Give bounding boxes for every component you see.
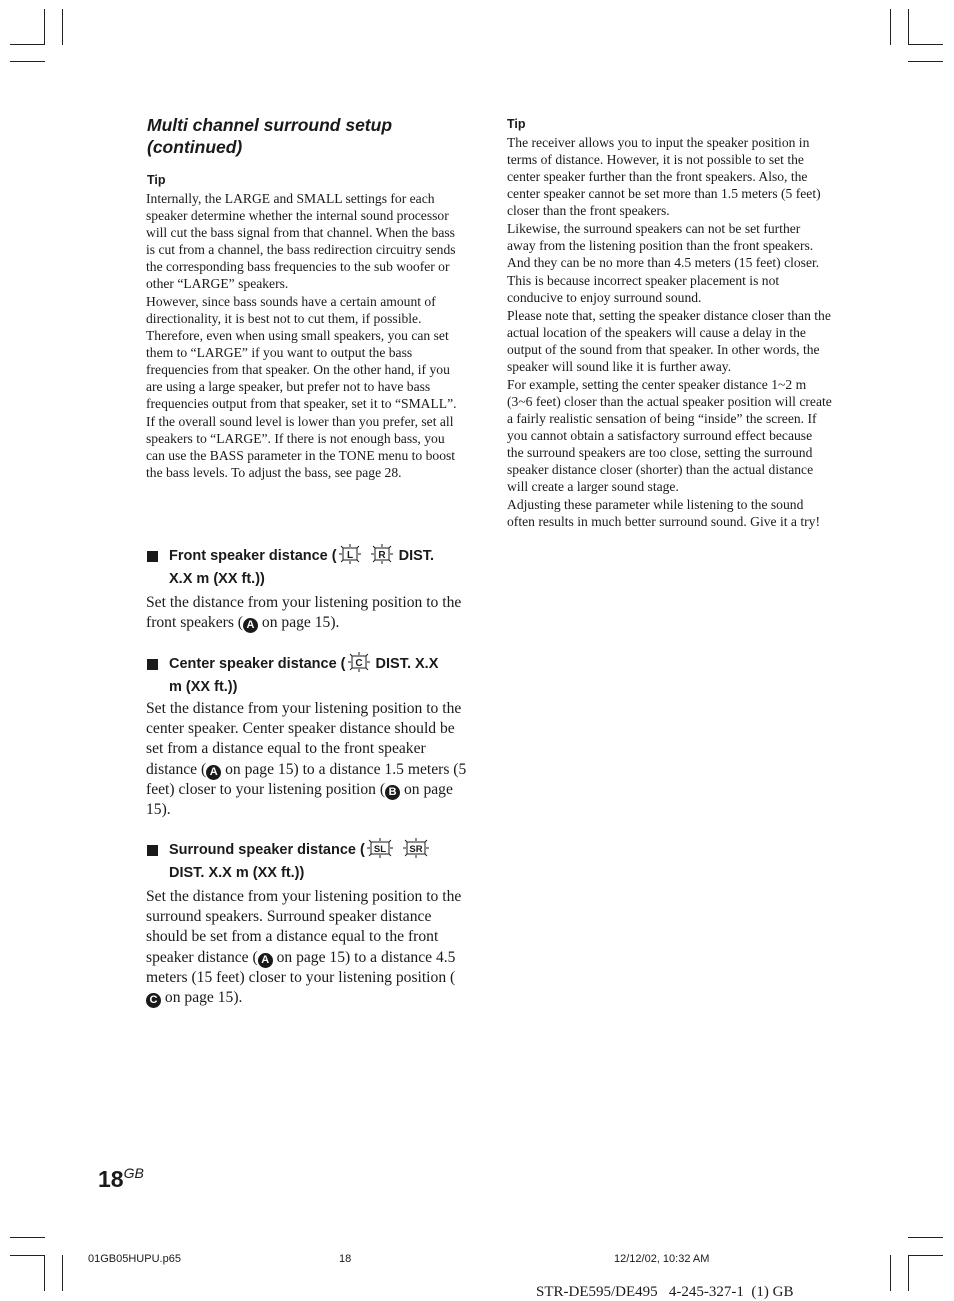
surround-body-text: on page 15). bbox=[161, 989, 243, 1007]
crop-mark bbox=[908, 1237, 943, 1238]
ref-a-icon: A bbox=[206, 765, 221, 780]
crop-mark bbox=[908, 44, 943, 45]
surround-heading-value: DIST. X.X m (XX ft.)) bbox=[169, 865, 305, 881]
right-tip-paragraph: This is because incorrect speaker placement is not conducive to enjoy surround sound. bbox=[507, 273, 780, 305]
front-body-text: Set the distance from your listening position to the front speakers ( bbox=[146, 594, 462, 632]
front-heading-text: Front speaker distance ( bbox=[169, 548, 337, 564]
surround-distance-heading bbox=[146, 839, 476, 885]
ref-a-icon: A bbox=[258, 953, 273, 968]
left-tip-body bbox=[146, 190, 466, 482]
page-number bbox=[98, 1165, 144, 1193]
speaker-c-icon bbox=[348, 652, 370, 672]
speaker-sr-label: SR bbox=[409, 844, 423, 856]
speaker-l-icon-svg bbox=[339, 544, 361, 564]
left-tip-paragraph: If the overall sound level is lower than you prefer, set all speakers to “LARGE”. If there is not enough bass, you can use the BASS parameter in the TONE menu to boost the bass levels. To adjust the bass, see page 28. bbox=[146, 414, 456, 480]
crop-mark bbox=[10, 1255, 45, 1256]
center-heading-dist: DIST. X.X bbox=[375, 656, 439, 672]
right-tip-paragraph: Adjusting these parameter while listening to the sound often results in much better surround sound. Give it a try! bbox=[507, 497, 820, 529]
crop-mark bbox=[44, 9, 45, 45]
page-number-suffix: GB bbox=[123, 1165, 144, 1181]
left-tip-paragraph: However, since bass sounds have a certain amount of directionality, it is best not to cut them, if possible. Therefore, even when using small speakers, you can set them to “LARGE” if you want to output the bass frequencies from that speaker. On the other hand, if you are using a large speaker, but prefer not to have bass frequencies output from that speaker, set it to “SMALL”. bbox=[146, 294, 457, 411]
crop-mark bbox=[62, 9, 63, 45]
center-heading-value: m (XX ft.)) bbox=[169, 679, 238, 695]
footer-datetime: 12/12/02, 10:32 AM bbox=[614, 1253, 710, 1265]
left-tip-heading: Tip bbox=[147, 173, 166, 187]
bullet-square-icon bbox=[147, 845, 158, 856]
right-tip-paragraph: For example, setting the center speaker distance 1~2 m (3~6 feet) closer than the actual speaker position will create a fairly realistic sensation of being “inside” the screen. If you cannot obtain a satisfactory surround effect because the surround speakers are too close, setting the surround speaker distance closer (shorter) than the actual distance will create a larger sound stage. bbox=[507, 377, 832, 494]
right-tip-paragraph: The receiver allows you to input the speaker position in terms of distance. However, it is not possible to set the center speaker further than the front speakers. Also, the center speaker cannot be set more than 1.5 meters (5 feet) closer than the front speakers. bbox=[507, 135, 821, 218]
center-distance-body bbox=[146, 699, 468, 820]
speaker-c-label: C bbox=[354, 658, 363, 670]
speaker-r-icon bbox=[371, 544, 393, 564]
page-number-value: 18 bbox=[98, 1166, 124, 1192]
speaker-l-icon bbox=[339, 544, 361, 564]
surround-heading-text: Surround speaker distance ( bbox=[169, 842, 365, 858]
front-distance-body bbox=[146, 593, 468, 633]
right-tip-paragraph: Likewise, the surround speakers can not be set further away from the listening position than the front speakers. And they can be no more than 4.5 meters (15 feet) closer. bbox=[507, 221, 820, 270]
center-body-text: on page 15) to a distance 1.5 meters (5 feet) closer to your listening position ( bbox=[146, 760, 467, 798]
bullet-square-icon bbox=[147, 659, 158, 670]
front-heading-value: X.X m (XX ft.)) bbox=[169, 571, 265, 587]
bullet-square-icon bbox=[147, 551, 158, 562]
right-tip-body bbox=[507, 134, 832, 531]
footer-file: 01GB05HUPU.p65 bbox=[88, 1253, 181, 1265]
crop-mark bbox=[10, 44, 45, 45]
surround-body-text: Set the distance from your listening position to the surround speakers. Surround speaker distance should be set from a distance equal to the front speaker distance ( bbox=[146, 888, 462, 966]
speaker-sl-icon-svg bbox=[367, 838, 393, 858]
center-body-text: on page 15). bbox=[146, 780, 453, 819]
front-distance-heading bbox=[146, 545, 476, 591]
crop-mark bbox=[10, 1237, 45, 1238]
footer-model: STR-DE595/DE495 4-245-327-1 (1) GB bbox=[536, 1284, 794, 1300]
surround-distance-body bbox=[146, 887, 468, 1008]
crop-mark bbox=[44, 1255, 45, 1291]
center-distance-heading bbox=[146, 653, 476, 699]
crop-mark bbox=[908, 1255, 943, 1256]
right-tip-heading: Tip bbox=[507, 117, 526, 131]
ref-b-icon: B bbox=[385, 785, 400, 800]
crop-mark bbox=[908, 61, 943, 62]
speaker-sr-icon-svg bbox=[403, 838, 429, 858]
section-title: Multi channel surround setup (continued) bbox=[147, 115, 393, 157]
footer-page: 18 bbox=[339, 1253, 352, 1265]
speaker-r-icon-svg bbox=[371, 544, 393, 564]
crop-mark bbox=[890, 1255, 891, 1291]
front-heading-dist: DIST. bbox=[398, 548, 435, 564]
crop-mark bbox=[62, 1255, 63, 1291]
front-body-text: on page 15). bbox=[258, 614, 340, 632]
crop-mark bbox=[908, 1255, 909, 1291]
ref-a-icon: A bbox=[243, 618, 258, 633]
crop-mark bbox=[10, 61, 45, 62]
speaker-r-label: R bbox=[377, 550, 386, 562]
speaker-sl-icon bbox=[367, 838, 393, 858]
left-tip-paragraph: Internally, the LARGE and SMALL settings for each speaker determine whether the internal sound processor will cut the bass signal from that channel. When the bass is cut from a channel, the bass redirection circuitry sends the corresponding bass frequencies to the sub woofer or other “LARGE” speakers. bbox=[146, 191, 456, 291]
right-tip-paragraph: Please note that, setting the speaker distance closer than the actual location of the speakers will cause a delay in the output of the sound from that speaker. In other words, the speaker will sound like it is further away. bbox=[507, 308, 831, 374]
ref-c-icon: C bbox=[146, 993, 161, 1008]
speaker-sl-label: SL bbox=[373, 844, 386, 856]
surround-body-text: on page 15) to a distance 4.5 meters (15 feet) closer to your listening position ( bbox=[146, 948, 456, 986]
crop-mark bbox=[890, 9, 891, 45]
center-body-text: Set the distance from your listening position to the center speaker. Center speaker distance should be set from a distance equal to the front speaker distance ( bbox=[146, 700, 462, 778]
crop-mark bbox=[908, 9, 909, 45]
speaker-c-icon-svg bbox=[348, 652, 370, 672]
speaker-sr-icon bbox=[403, 838, 429, 858]
center-heading-text: Center speaker distance ( bbox=[169, 656, 346, 672]
speaker-l-label: L bbox=[346, 550, 353, 562]
